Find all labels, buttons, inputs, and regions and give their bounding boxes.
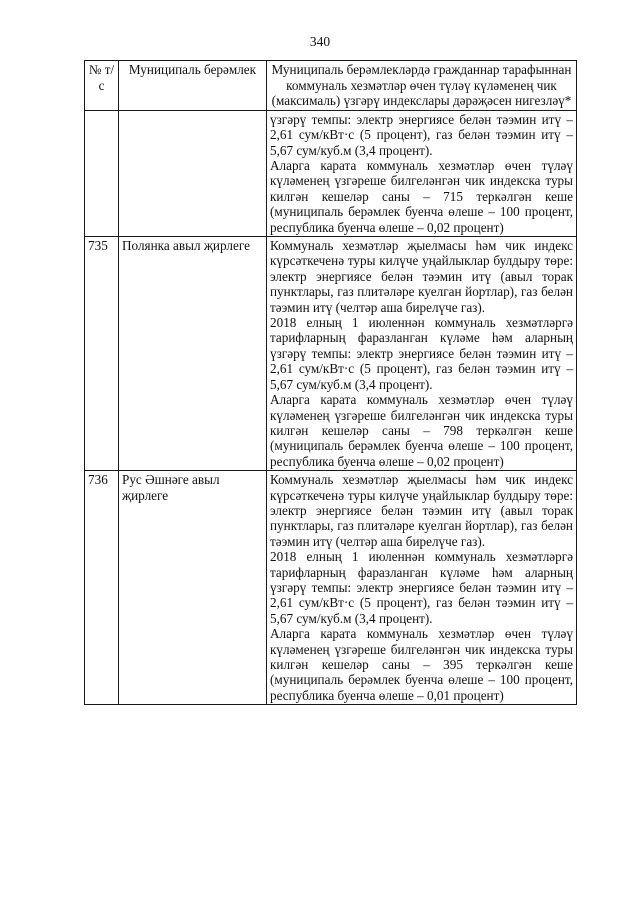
row-description — [267, 471, 577, 705]
table-row — [85, 237, 577, 471]
row-description — [267, 110, 577, 236]
table-header-row — [85, 61, 577, 111]
row-municipality: Полянка авыл җирлеге — [119, 237, 267, 471]
row-description — [267, 237, 577, 471]
header-municipality: Муниципаль берәмлек — [119, 61, 267, 111]
row-number — [85, 110, 119, 236]
paragraph: үзгәрү темпы: электр энергиясе белән тәэмин итү – 2,61 сум/кВт·с (5 процент), газ белән тәэмин итү – 5,67 сум/куб.м (3,4 процент). — [270, 111, 573, 158]
row-number: 735 — [85, 237, 119, 471]
header-justification-text: Муниципаль берәмлекләрдә гражданнар тарафыннан коммуналь хезмәтләр өчен түләү күләменең чик (максималь) үзгәрү индекслары дәрәҗәсен нигезләү* — [271, 62, 572, 109]
row-municipality — [119, 110, 267, 236]
page-number: 340 — [309, 34, 331, 49]
paragraph: Коммуналь хезмәтләр җыелмасы һәм чик индекс күрсәткеченә туры килүче уңайлыклар булдыру төре: электр энергиясе белән тәэмин итү (авыл торак пунктлары, газ плитәләре куелган йортлар), газ белән тәэмин итү (челтәр аша бирелүче газ). — [270, 472, 573, 549]
row-municipality: Рус Әшнәге авыл җирлеге — [119, 471, 267, 705]
tariff-table — [84, 60, 577, 705]
paragraph: Коммуналь хезмәтләр җыелмасы һәм чик индекс күрсәткеченә туры килүче уңайлыклар булдыру төре: электр энергиясе белән тәэмин итү (авыл торак пунктлары, газ плитәләре куелган йортлар), газ белән тәэмин итү (челтәр аша бирелүче газ). — [270, 238, 573, 315]
row-number: 736 — [85, 471, 119, 705]
table-row — [85, 471, 577, 705]
paragraph: 2018 елның 1 июленнән коммуналь хезмәтләргә тарифларның фаразланган күләме һәм аларның үзгәрү темпы: электр энергиясе белән тәэмин итү – 2,61 сум/кВт·с (5 процент), газ белән тәэмин итү – 5,67 сум/куб.м (3,4 процент). — [270, 315, 573, 392]
paragraph: Аларга карата коммуналь хезмәтләр өчен түләү күләменең үзгәреше билгеләнгән чик индекска туры килгән кешеләр саны – 395 теркәлгән кеше (муниципаль берәмлек буенча өлеше – 100 процент, республика буенча өлеше – 0,01 процент) — [270, 626, 573, 703]
table-row — [85, 110, 577, 236]
paragraph: Аларга карата коммуналь хезмәтләр өчен түләү күләменең үзгәреше билгеләнгән чик индекска туры килгән кешеләр саны – 798 теркәлгән кеше (муниципаль берәмлек буенча өлеше – 100 процент, республика буенча өлеше – 0,02 процент) — [270, 392, 573, 469]
paragraph: 2018 елның 1 июленнән коммуналь хезмәтләргә тарифларның фаразланган күләме һәм аларның үзгәрү темпы: электр энергиясе белән тәэмин итү – 2,61 сум/кВт·с (5 процент), газ белән тәэмин итү – 5,67 сум/куб.м (3,4 процент). — [270, 549, 573, 626]
header-justification — [267, 61, 577, 111]
paragraph: Аларга карата коммуналь хезмәтләр өчен түләү күләменең үзгәреше билгеләнгән чик индекска туры килгән кешеләр саны – 715 теркәлгән кеше (муниципаль берәмлек буенча өлеше – 100 процент, республика буенча өлеше – 0,02 процент) — [270, 158, 573, 235]
header-number: № т/с — [85, 61, 119, 111]
